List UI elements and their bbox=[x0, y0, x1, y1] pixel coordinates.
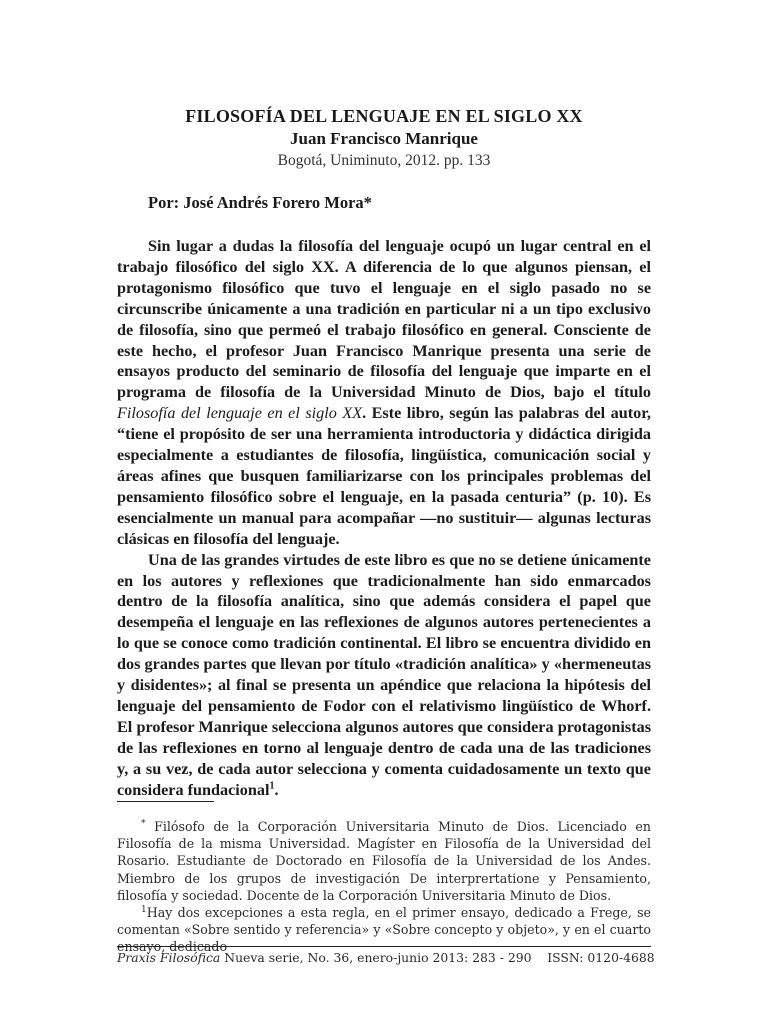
paragraph-2-text: Una de las grandes virtudes de este libro es que no se detiene únicamente en los autores y reflexiones que tradicionalmente han sido enmarcados dentro de la filosofía analítica, sino que además considera el papel que desempeña el lenguaje en las reflexiones de algunos autores pertenecientes a lo que se conoce como tradición continental. El libro se encuentra dividido en dos grandes partes que llevan por título «tradición analítica» y «hermeneutas y disidentes»; al final se presenta un apéndice que relaciona la hipótesis del lenguaje del pensamiento de Fodor con el relativismo lingüístico de Whorf. El profesor Manrique selecciona algunos autores que considera protagonistas de las reflexiones en torno al lenguaje dentro de cada una de las tradiciones y, a su vez, de cada autor selecciona y comenta cuidadosamente un texto que considera fundacional bbox=[117, 550, 651, 799]
footnote-star bbox=[117, 818, 651, 904]
book-author: Juan Francisco Manrique bbox=[290, 129, 478, 148]
footnote-1-text: Hay dos excepciones a esta regla, en el primer ensayo, dedicado a Frege, se comentan «Sobre sentido y referencia» y «Sobre concepto y objeto», y en el cuarto ensayo, dedicado bbox=[117, 905, 651, 955]
paragraph-1 bbox=[117, 236, 651, 550]
paragraph-1-text-b: . Este libro, según las palabras del autor, “tiene el propósito de ser una herramienta introductoria y didáctica dirigida especialmente a estudiantes de filosofía, lingüística, comunicación social y áreas afines que busquen familiarizarse con los principales problemas del pensamiento filosófico sobre el lenguaje, en la pasada centuria” (p. 10). Es esencialmente un manual para acompañar —no sustituir— algunas lecturas clásicas en filosofía del lenguaje. bbox=[117, 404, 651, 548]
footer-divider bbox=[117, 946, 651, 947]
book-title: FILOSOFÍA DEL LENGUAJE EN EL SIGLO XX bbox=[185, 106, 583, 126]
footnote-star-text: Filósofo de la Corporación Universitaria Minuto de Dios. Licenciado en Filosofía de la misma Universidad. Magíster en Filosofía de la Universidad del Rosario. Estudiante de Doctorado en Filosofía de la Universidad de los Andes. Miembro de los grupos de investigación De interprertatione y Pensamiento, filosofía y sociedad. Docente de la Corporación Universitaria Minuto de Dios. bbox=[117, 819, 651, 903]
journal-footer bbox=[117, 950, 655, 965]
review-byline: Por: José Andrés Forero Mora* bbox=[148, 193, 372, 212]
footnote-star-mark: * bbox=[141, 818, 146, 829]
book-title-italic: Filosofía del lenguaje en el siglo XX bbox=[117, 404, 363, 423]
footnote-ref-1[interactable]: 1 bbox=[269, 780, 275, 792]
paragraph-2-end: . bbox=[274, 780, 279, 799]
footnotes bbox=[117, 818, 651, 956]
footnote-divider bbox=[117, 801, 214, 802]
footnote-1 bbox=[117, 904, 651, 956]
review-body bbox=[117, 236, 651, 800]
journal-name: Praxis Filosófica bbox=[117, 950, 221, 965]
footnote-1-mark: 1 bbox=[141, 904, 147, 915]
publication-info: Bogotá, Uniminuto, 2012. pp. 133 bbox=[277, 152, 491, 169]
paragraph-2 bbox=[117, 550, 651, 801]
journal-details: Nueva serie, No. 36, enero-junio 2013: 283 - 290 ISSN: 0120-4688 bbox=[220, 950, 655, 965]
paragraph-1-text-a: Sin lugar a dudas la filosofía del lenguaje ocupó un lugar central en el trabajo filosófico del siglo XX. A diferencia de lo que algunos piensan, el protagonismo filosófico que tuvo el lenguaje en el siglo pasado no se circunscribe únicamente a una tradición en particular ni a un tipo exclusivo de filosofía, sino que permeó el trabajo filosófico en general. Consciente de este hecho, el profesor Juan Francisco Manrique presenta una serie de ensayos producto del seminario de filosofía del lenguaje que imparte en el programa de filosofía de la Universidad Minuto de Dios, bajo el título bbox=[117, 237, 651, 402]
